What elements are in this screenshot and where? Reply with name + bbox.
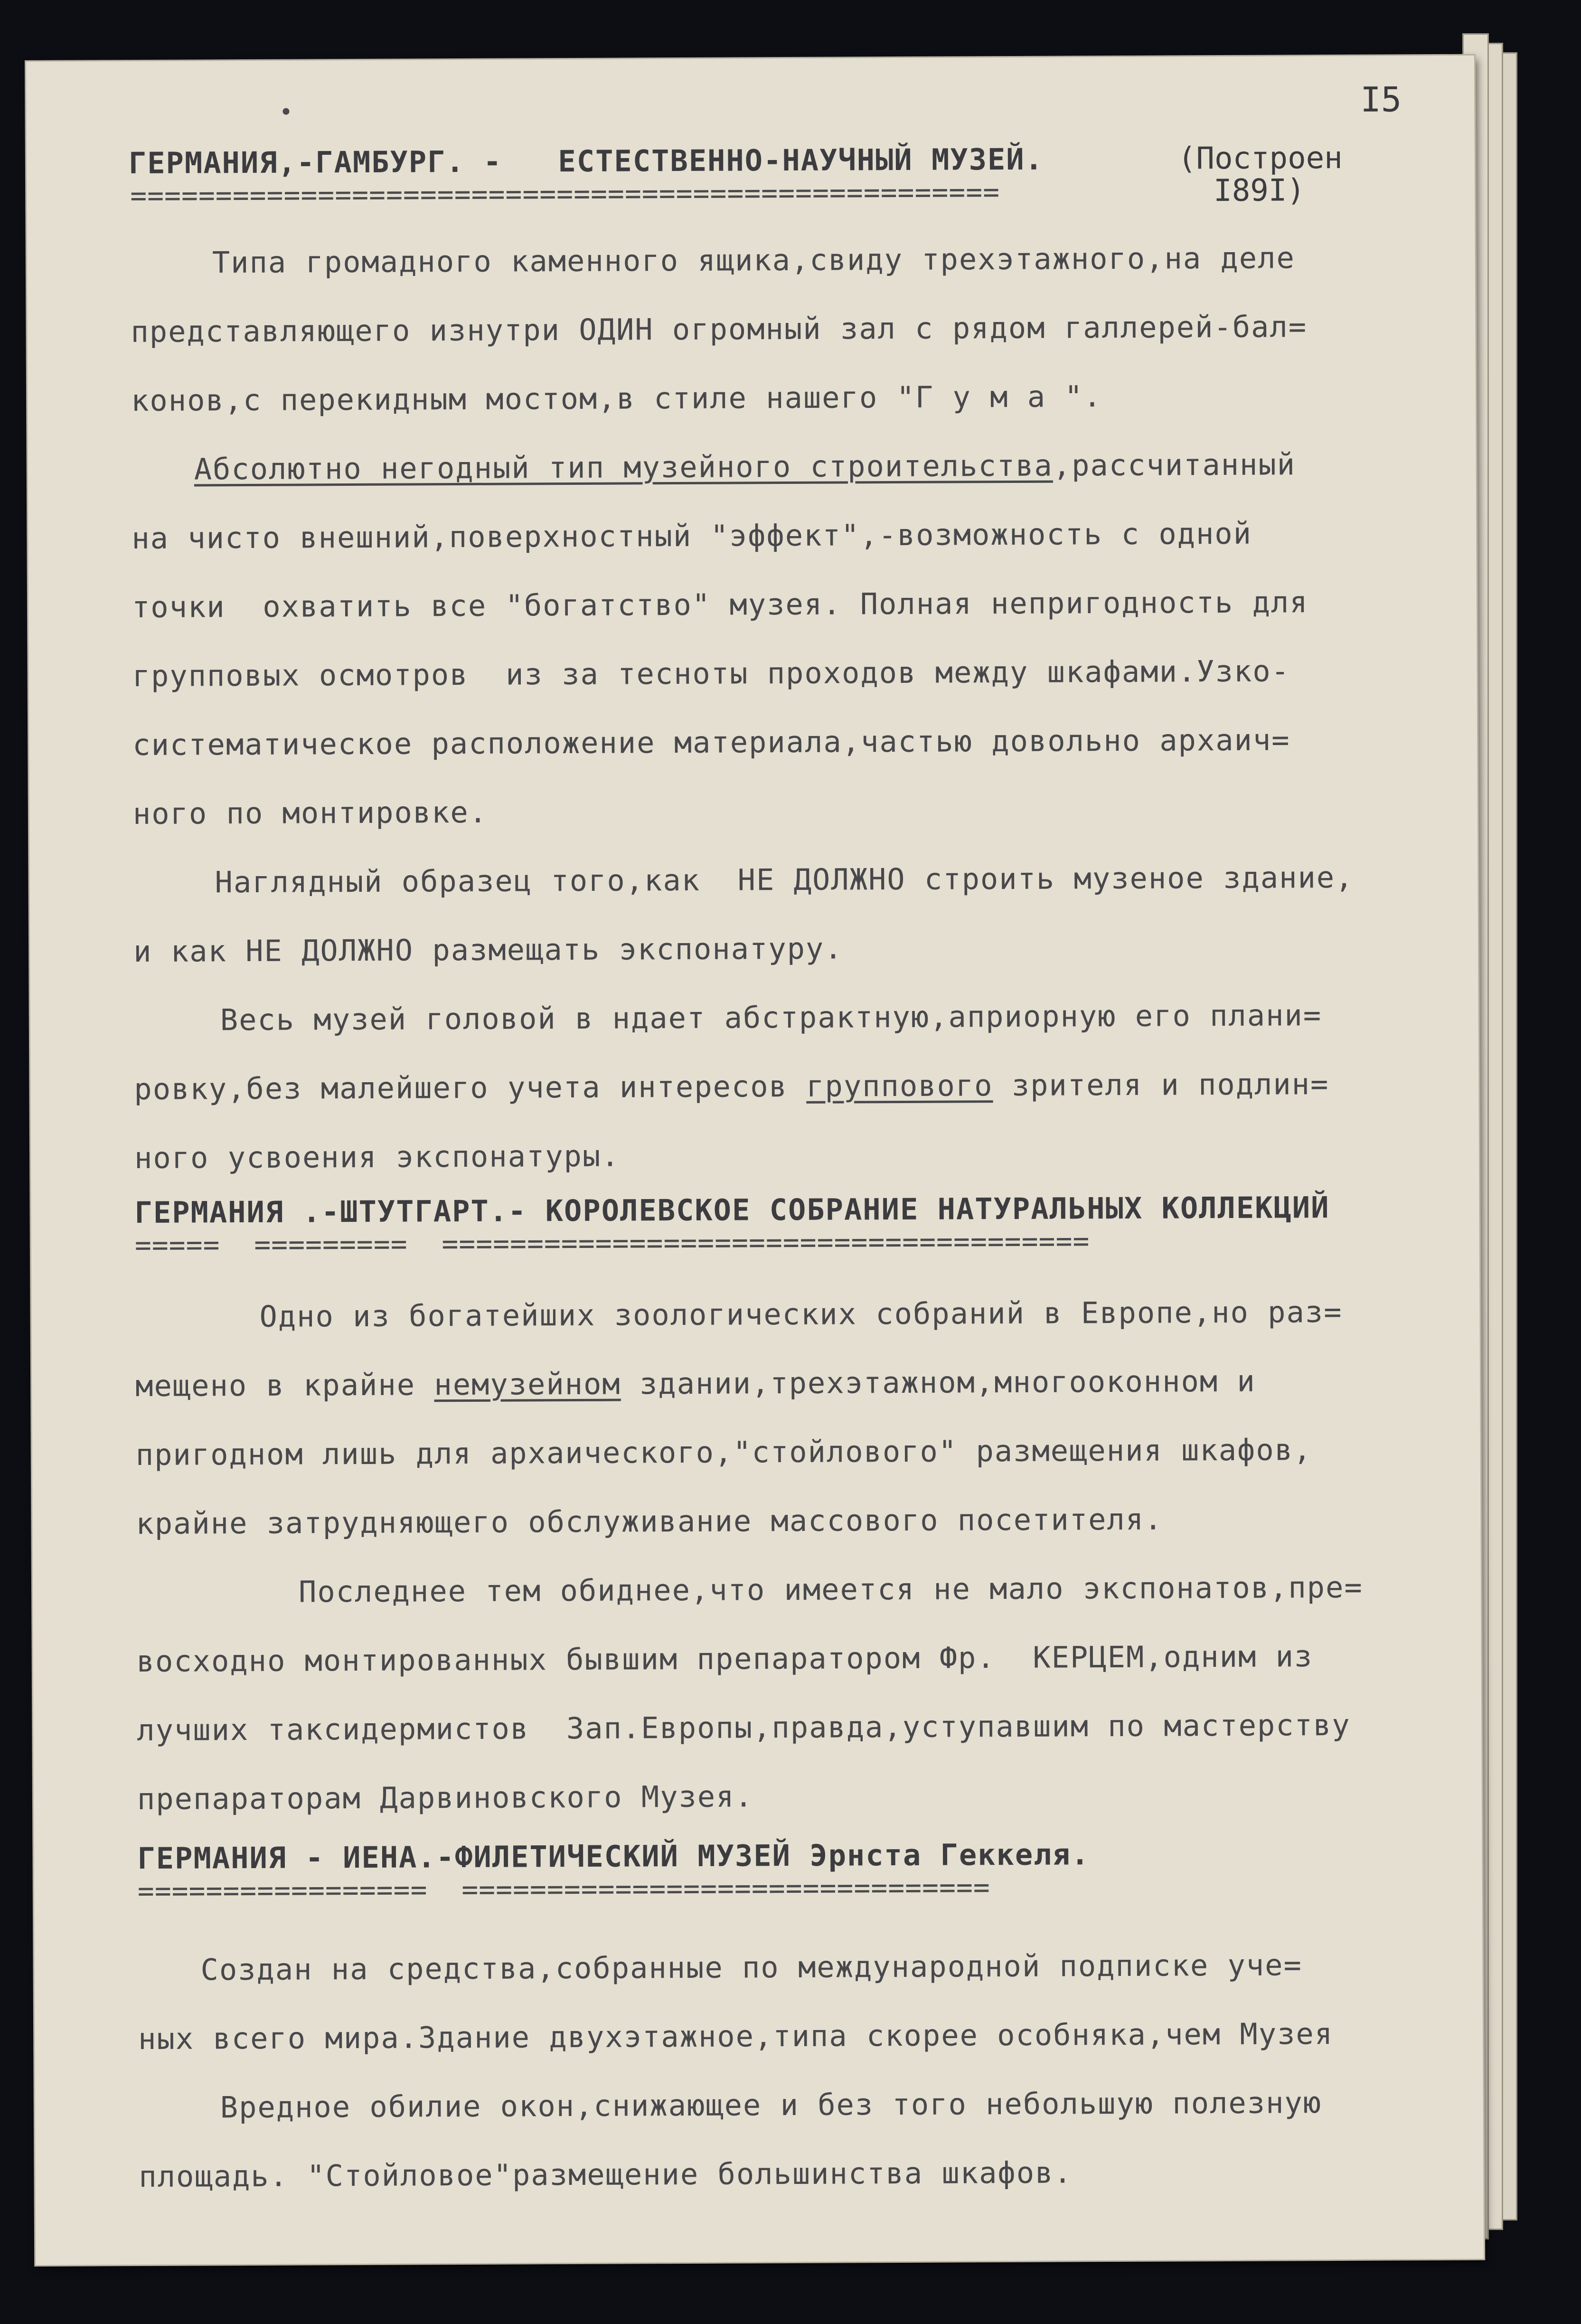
typewritten-page bbox=[26, 56, 1484, 2265]
paragraph-line: ного по монтировке. bbox=[132, 794, 488, 831]
paragraph-line: пригодном лишь для архаического,"стойлового" размещения шкафов, bbox=[135, 1432, 1312, 1473]
paragraph-line: групповых осмотров из за тесноты проходов между шкафами.Узко- bbox=[132, 653, 1290, 694]
paragraph-line: площадь. "Стойловое"размещение большинства шкафов. bbox=[139, 2155, 1073, 2194]
underlined-word: немузейном bbox=[434, 1366, 621, 1402]
paragraph-line: крайне затрудняющего обслуживание массового посетителя. bbox=[136, 1502, 1163, 1541]
paragraph-line: систематическое расположение материала,частью довольно архаич= bbox=[132, 722, 1290, 763]
paragraph-line: ровку,без малейшего учета интересов группового зрителя и подлин= bbox=[134, 1067, 1329, 1107]
paragraph-line: и как НЕ ДОЛЖНО размещать экспонатуру. bbox=[133, 931, 843, 969]
paragraph-line: препараторам Дарвиновского Музея. bbox=[137, 1779, 753, 1817]
paragraph-line: Наглядный образец того,как НЕ ДОЛЖНО строить музеное здание, bbox=[215, 860, 1354, 900]
heading-double-rule: ================= =============================== bbox=[137, 1871, 990, 1908]
paragraph-line: Абсолютно негодный тип музейного строительства,рассчитанный bbox=[194, 447, 1296, 487]
heading-double-rule: =================================================== bbox=[130, 176, 1000, 212]
paragraph-line: точки охватить все "богатство" музея. Полная непригодность для bbox=[132, 585, 1308, 625]
paragraph-line: Создан на средства,собранные по международной подписке уче= bbox=[200, 1947, 1302, 1987]
paragraph-line: Последнее тем обиднее,что имеется не мало экспонатов,пре= bbox=[298, 1569, 1363, 1609]
paragraph-line: на чисто внешний,поверхностный "эффект",-возможность с одной bbox=[132, 516, 1252, 556]
section-heading-hamburg: ГЕРМАНИЯ,-ГАМБУРГ. - ЕСТЕСТВЕННО-НАУЧНЫЙ МУЗЕЙ. bbox=[128, 142, 1044, 181]
paragraph-line: Весь музей головой в ндает абстрактную,априорную его плани= bbox=[220, 998, 1322, 1038]
section-heading-stuttgart: ГЕРМАНИЯ .-ШТУТГАРТ.- КОРОЛЕВСКОЕ СОБРАНИЕ НАТУРАЛЬНЫХ КОЛЛЕКЦИЙ bbox=[134, 1190, 1330, 1230]
underlined-word: группового bbox=[806, 1068, 993, 1104]
built-note-line1: (Построен bbox=[1177, 140, 1343, 177]
page-number: I5 bbox=[1360, 79, 1402, 120]
paragraph-line: лучших таксидермистов Зап.Европы,правда,уступавшим по мастерству bbox=[137, 1707, 1351, 1748]
ink-dot bbox=[282, 108, 289, 115]
paragraph-line: представляющего изнутри ОДИН огромный зал с рядом галлерей-бал= bbox=[131, 309, 1308, 350]
paragraph-line: ного усвоения экспонатуры. bbox=[134, 1138, 620, 1176]
built-note-line2: I89I) bbox=[1214, 173, 1306, 209]
paragraph-line: мещено в крайне немузейном здании,трехэтажном,многооконном и bbox=[135, 1363, 1256, 1404]
section-heading-jena: ГЕРМАНИЯ - ИЕНА.-ФИЛЕТИЧЕСКИЙ МУЗЕЙ Эрнста Геккеля. bbox=[137, 1837, 1090, 1876]
paragraph-line: Одно из богатейших зоологических собраний в Европе,но раз= bbox=[259, 1294, 1343, 1334]
underlined-phrase: Абсолютно негодный тип музейного строительства bbox=[194, 448, 1053, 487]
paragraph-line: конов,с перекидным мостом,в стиле нашего "Г у м а ". bbox=[131, 379, 1102, 418]
paragraph-line: Типа громадного каменного ящика,свиду трехэтажного,на деле bbox=[212, 240, 1295, 280]
paragraph-line: Вредное обилие окон,снижающее и без того небольшую полезную bbox=[220, 2085, 1322, 2125]
paragraph-line: ных всего мира.Здание двухэтажное,типа скорее особняка,чем Музея bbox=[138, 2016, 1334, 2057]
heading-double-rule: ===== ========= ====================================== bbox=[134, 1225, 1090, 1262]
paragraph-line: восходно монтированных бывшим препаратором Фр. КЕРЦЕМ,одним из bbox=[136, 1639, 1313, 1679]
